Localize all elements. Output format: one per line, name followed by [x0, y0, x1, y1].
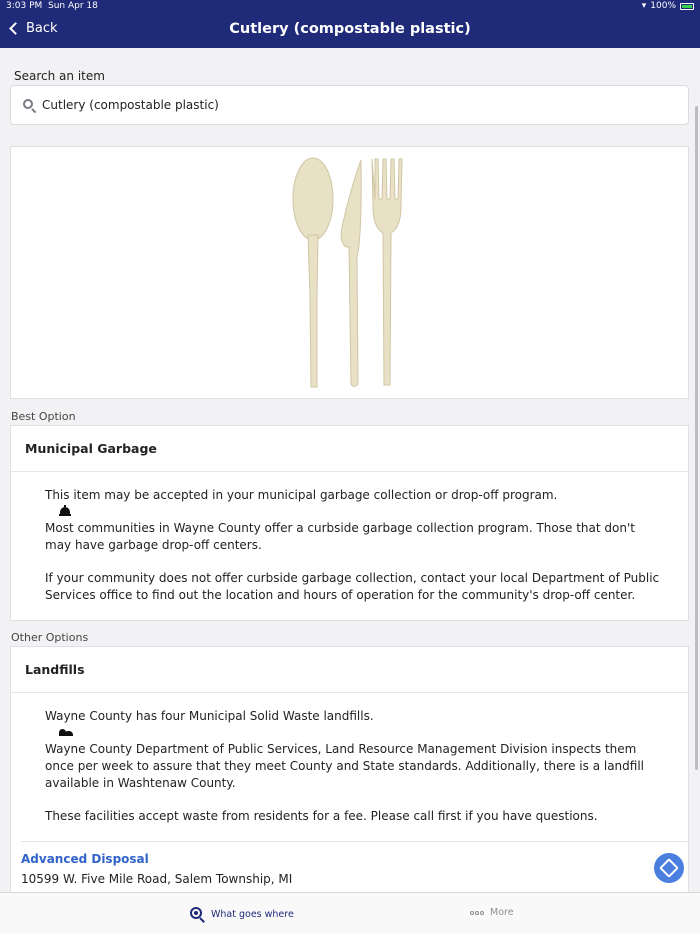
best-option-card: [10, 425, 689, 621]
other-options-title: Landfills: [11, 647, 688, 693]
status-bar: [0, 0, 700, 14]
back-label: Back: [26, 21, 58, 36]
directions-icon: [659, 858, 679, 878]
status-time: 3:03 PM Sun Apr 18: [6, 1, 98, 11]
other-options-body: [11, 693, 688, 825]
other-options-paragraph: These facilities accept waste from residents for a fee. Please call first if you have questions.: [45, 809, 598, 823]
wifi-icon: ▾: [641, 1, 647, 11]
other-options-card: [10, 646, 689, 892]
facility-item: [11, 842, 688, 892]
tab-more[interactable]: [470, 907, 514, 918]
scroll-content[interactable]: [0, 48, 700, 892]
directions-button[interactable]: [654, 853, 684, 883]
search-icon: [23, 99, 36, 112]
best-option-paragraph: This item may be accepted in your municipal garbage collection or drop-off program.: [45, 488, 558, 502]
status-indicators: [642, 1, 694, 11]
search-label: Search an item: [14, 69, 105, 83]
other-options-paragraph: Wayne County has four Municipal Solid Waste landfills.: [45, 709, 374, 723]
battery-icon: [680, 3, 694, 10]
nav-bar: [0, 14, 700, 48]
best-option-paragraph: Most communities in Wayne County offer a curbside garbage collection program. Those that don't may have garbage drop-off centers.: [45, 521, 635, 552]
cutlery-image: [11, 147, 690, 400]
tab-what-goes-where[interactable]: [190, 907, 294, 922]
tab-label: More: [490, 907, 514, 918]
other-options-label: Other Options: [11, 631, 89, 644]
facility-address: 10599 W. Five Mile Road, Salem Township, MI: [21, 872, 293, 886]
page-title: Cutlery (compostable plastic): [229, 21, 471, 37]
facility-name-link[interactable]: Advanced Disposal: [21, 852, 149, 866]
best-option-label: Best Option: [11, 410, 76, 423]
search-field[interactable]: [10, 85, 689, 125]
best-option-paragraph: If your community does not offer curbside garbage collection, contact your local Department of Public Services office to find out the location and hours of operation for the community's drop-off center.: [45, 571, 660, 602]
best-option-body: [11, 472, 688, 604]
tab-label: What goes where: [211, 909, 294, 920]
other-options-paragraph: Wayne County Department of Public Services, Land Resource Management Division inspects them once per week to assure that they meet County and State standards. Additionally, there is a landfill available in Washtenaw County.: [45, 742, 644, 790]
search-input[interactable]: [42, 98, 642, 112]
scrollbar[interactable]: [695, 106, 698, 770]
item-image-card: [10, 146, 689, 399]
more-icon: [470, 911, 484, 915]
tab-bar: [0, 892, 700, 934]
best-option-title: Municipal Garbage: [11, 426, 688, 472]
battery-label: 100%: [650, 1, 676, 11]
search-icon: [190, 907, 205, 922]
